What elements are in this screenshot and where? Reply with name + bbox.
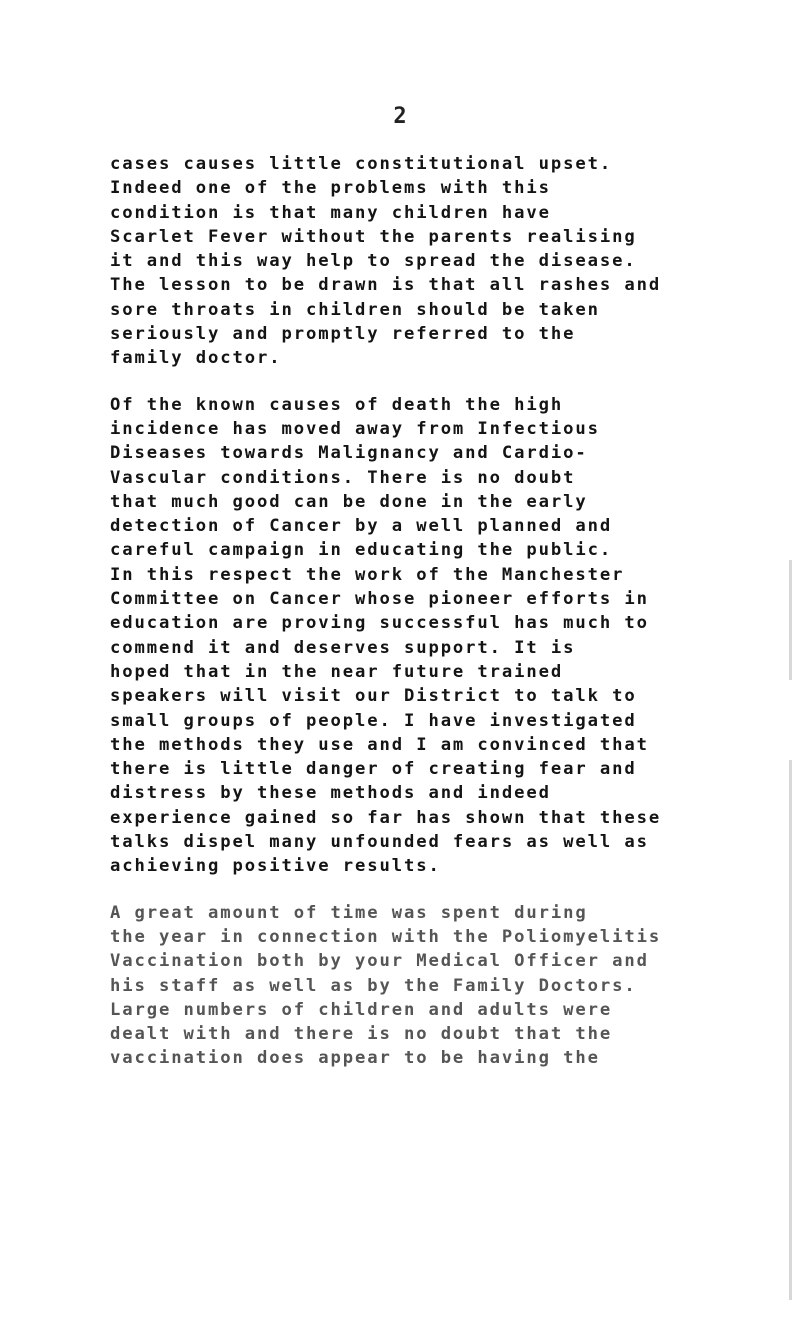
text-line: family doctor. (110, 348, 282, 369)
text-line: it and this way help to spread the disease. (110, 251, 637, 272)
text-line: hoped that in the near future trained (110, 661, 564, 682)
text-line: A great amount of time was spent during (110, 902, 588, 923)
text-line: sore throats in children should be taken (110, 299, 600, 320)
text-line: his staff as well as by the Family Doctors. (110, 975, 637, 996)
paragraph-scarlet-fever (110, 152, 780, 371)
text-line: cases causes little constitutional upset. (110, 154, 613, 174)
text-line: Scarlet Fever without the parents realising (110, 226, 637, 247)
text-line: education are proving successful has much to (110, 613, 649, 634)
paragraph-cancer (110, 393, 780, 879)
text-line: The lesson to be drawn is that all rashes and (110, 275, 662, 296)
text-line: Vascular conditions. There is no doubt (110, 467, 576, 488)
text-line: the methods they use and I am convinced that (110, 734, 649, 755)
text-line: distress by these methods and indeed (110, 783, 551, 804)
text-line: that much good can be done in the early (110, 491, 588, 512)
text-line: Of the known causes of death the high (110, 394, 564, 415)
text-line: incidence has moved away from Infectious (110, 418, 600, 439)
text-line: Committee on Cancer whose pioneer efforts in (110, 589, 649, 610)
text-line: Large numbers of children and adults were (110, 999, 613, 1020)
document-body (110, 152, 780, 1071)
text-line: small groups of people. I have investigated (110, 710, 637, 731)
text-line: achieving positive results. (110, 856, 441, 877)
text-line: In this respect the work of the Manchester (110, 564, 625, 585)
text-line: Vaccination both by your Medical Officer and (110, 951, 649, 972)
paragraph-poliomyelitis (110, 901, 780, 1071)
text-line: Diseases towards Malignancy and Cardio- (110, 443, 588, 464)
text-line: speakers will visit our District to talk to (110, 686, 637, 707)
text-line: careful campaign in educating the public. (110, 540, 613, 561)
text-line: vaccination does appear to be having the (110, 1048, 600, 1069)
text-line: experience gained so far has shown that these (110, 807, 662, 828)
text-line: Indeed one of the problems with this (110, 178, 551, 199)
page-number: 2 (393, 104, 407, 129)
scan-edge-shadow (789, 760, 792, 1300)
text-line: the year in connection with the Poliomyelitis (110, 926, 662, 947)
text-line: talks dispel many unfounded fears as well as (110, 832, 649, 853)
text-line: condition is that many children have (110, 202, 551, 223)
text-line: dealt with and there is no doubt that the (110, 1024, 613, 1045)
scan-edge-shadow (789, 560, 792, 680)
text-line: there is little danger of creating fear and (110, 759, 637, 780)
text-line: seriously and promptly referred to the (110, 324, 576, 345)
text-line: detection of Cancer by a well planned and (110, 516, 613, 537)
text-line: commend it and deserves support. It is (110, 637, 576, 658)
